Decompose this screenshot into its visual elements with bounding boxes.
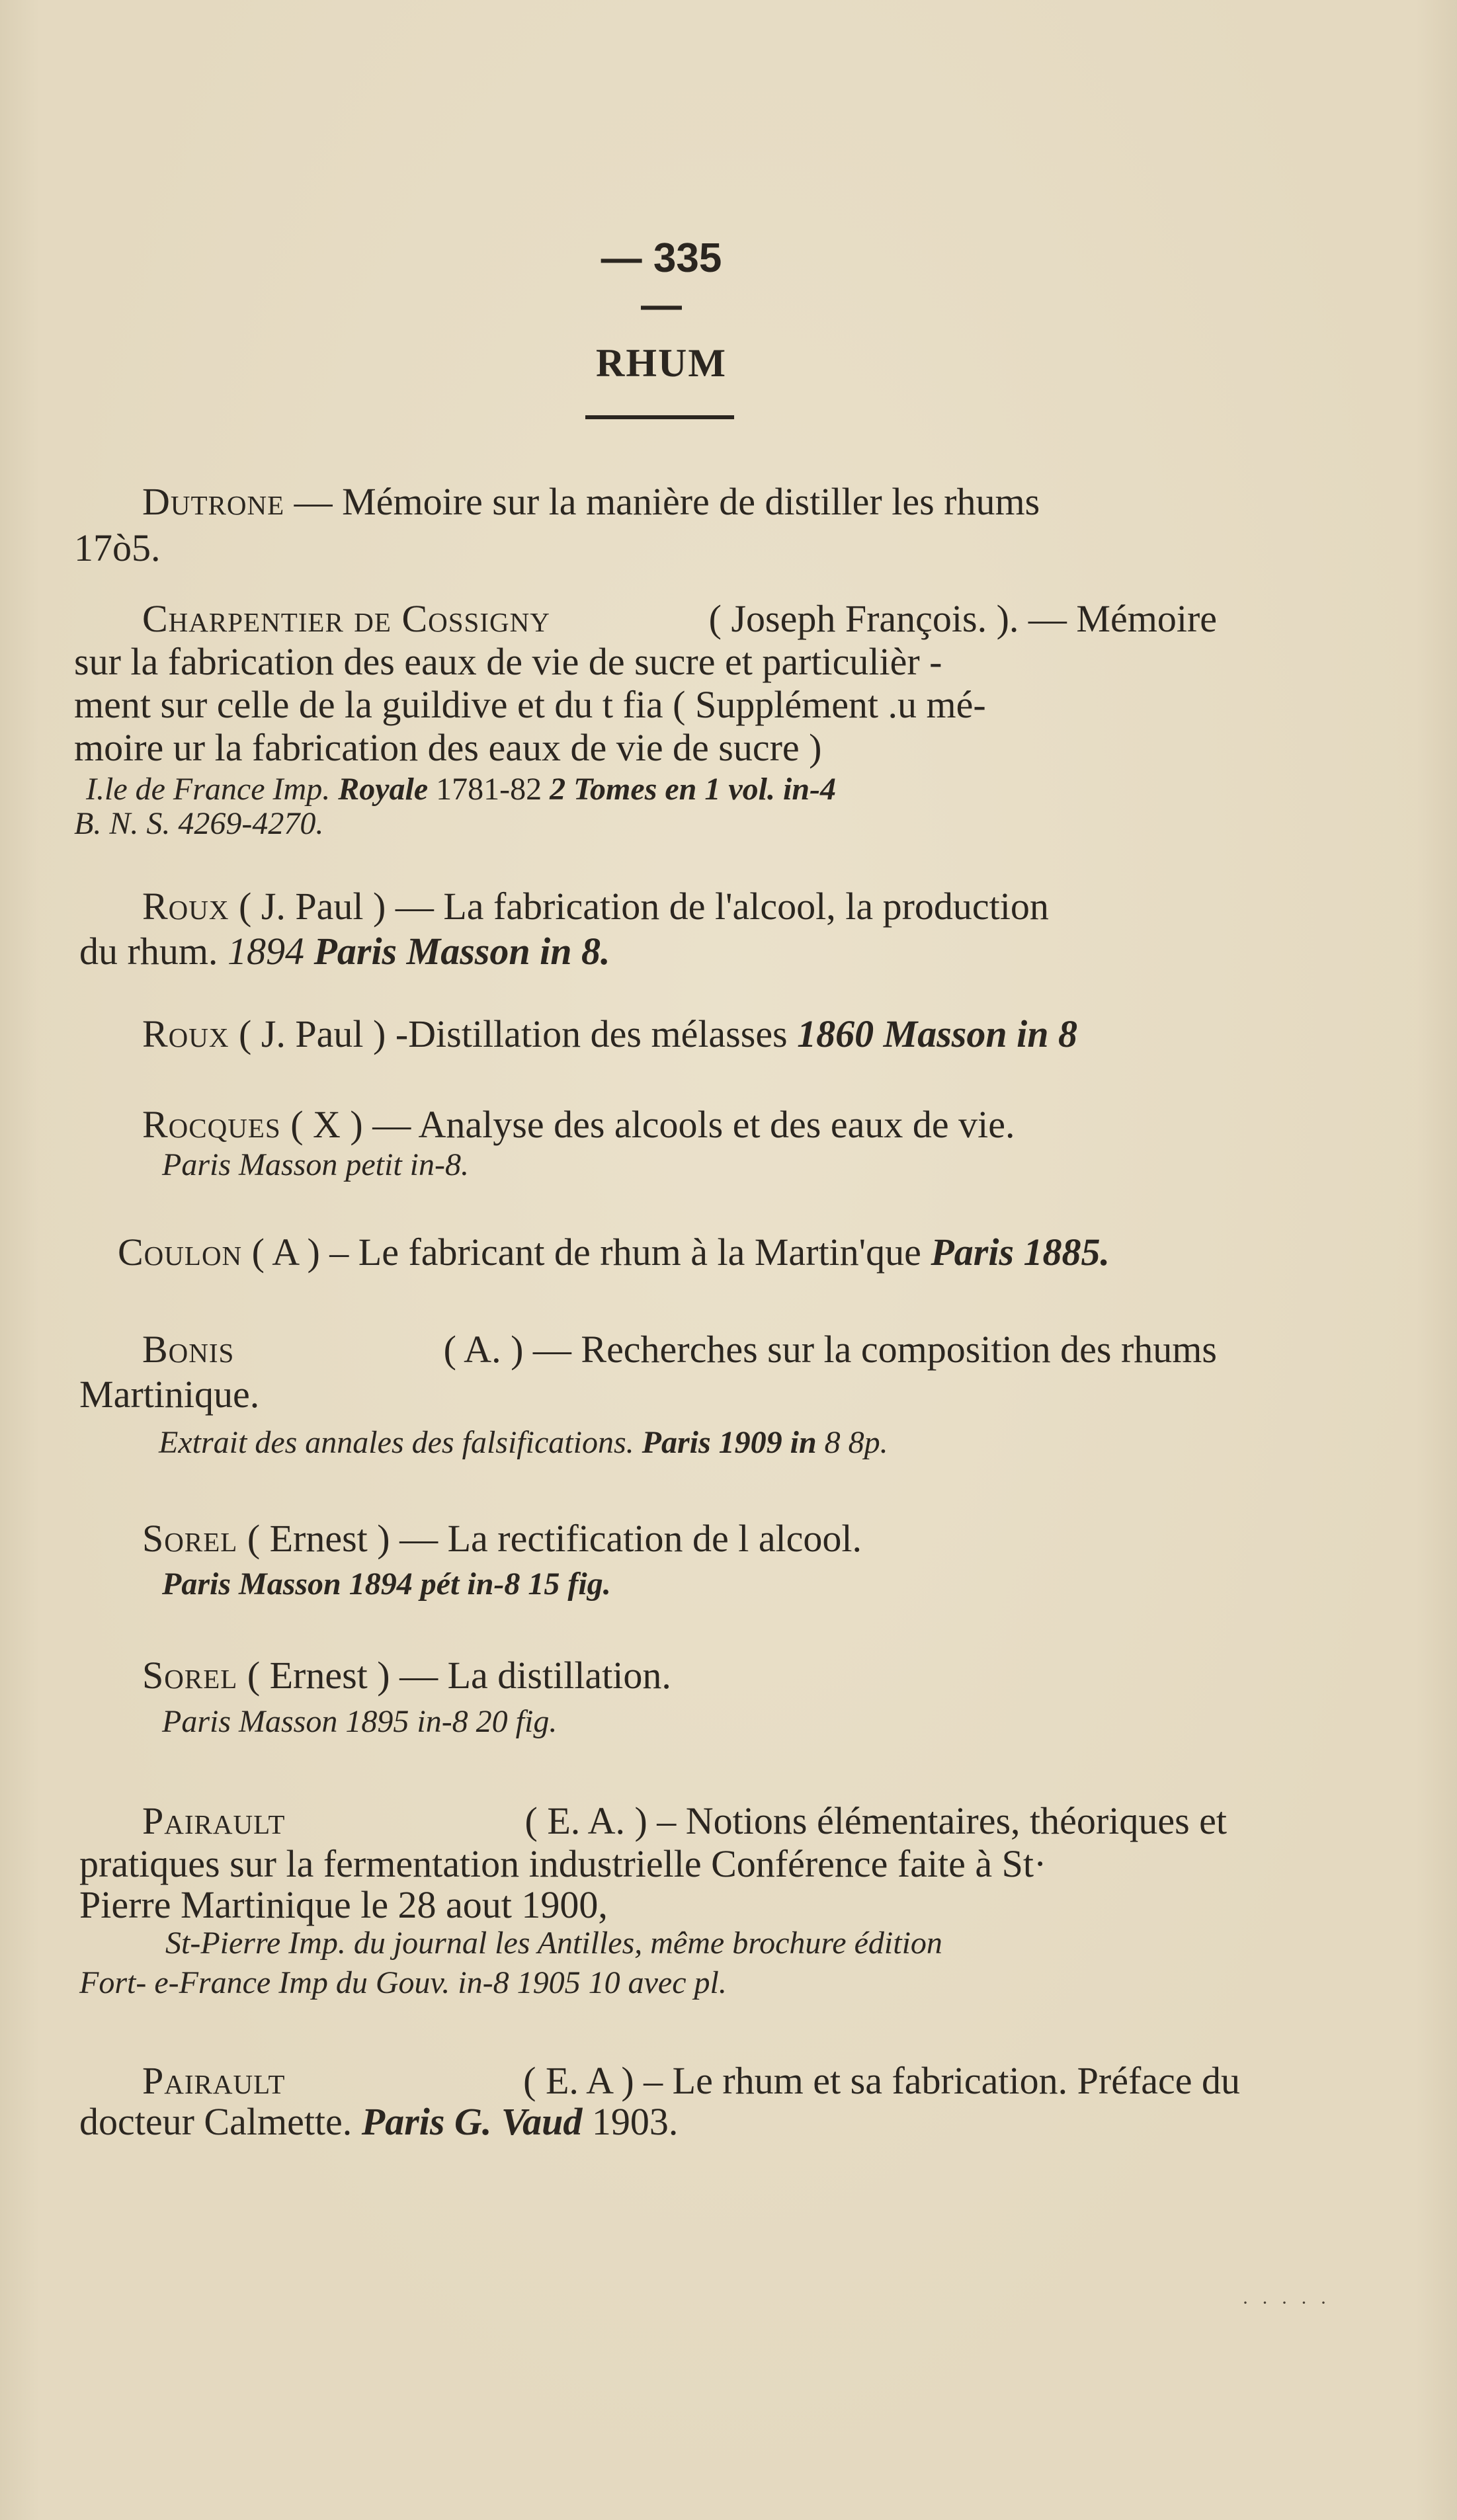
author-name: Roux bbox=[142, 1012, 229, 1055]
entry-text: ( Joseph François. ). — Mémoire bbox=[708, 597, 1217, 640]
entry-text: docteur Calmette. bbox=[79, 2100, 353, 2143]
entry-charpentier-pub1 bbox=[86, 774, 836, 805]
entry-text: — Mémoire sur la manière de distiller les rhums bbox=[294, 480, 1040, 523]
page-number: — 335 — bbox=[601, 235, 722, 328]
entry-pairault1-line1 bbox=[142, 1799, 1227, 1842]
entry-text: ( E. A. ) – Notions élémentaires, théoriques et bbox=[524, 1799, 1227, 1842]
pub-info: 1860 Masson in 8 bbox=[797, 1012, 1077, 1055]
entry-text: ( J. Paul ) — La fabrication de l'alcool, la production bbox=[239, 885, 1049, 928]
entry-text: ( J. Paul ) -Distillation des mélasses bbox=[239, 1012, 788, 1055]
author-name: Roux bbox=[142, 885, 229, 928]
entry-sorel2-line1 bbox=[142, 1656, 671, 1695]
entry-charpentier-line1 bbox=[142, 597, 1217, 640]
entry-sorel2-pub: Paris Masson 1895 in-8 20 fig. bbox=[162, 1704, 558, 1739]
author-name: Dutrone bbox=[142, 480, 285, 523]
pub-info: Paris 1909 in bbox=[642, 1425, 817, 1460]
entry-pairault1-pub1: St-Pierre Imp. du journal les Antilles, même brochure édition bbox=[165, 1926, 942, 1961]
author-name: Coulon bbox=[118, 1231, 243, 1274]
entry-text: du rhum. bbox=[79, 930, 218, 973]
entry-rocques-line1 bbox=[142, 1103, 1015, 1146]
entry-charpentier-line2: sur la fabrication des eaux de vie de sucre et particulièr - bbox=[74, 640, 942, 683]
entry-pairault1-pub2: Fort- e-France Imp du Gouv. in-8 1905 10 avec pl. bbox=[79, 1965, 727, 2000]
entry-pairault2-line1 bbox=[142, 2059, 1240, 2102]
pub-info: Paris 1885. bbox=[931, 1231, 1110, 1274]
author-name: Rocques bbox=[142, 1103, 281, 1146]
entry-roux1-line2 bbox=[79, 932, 610, 971]
entry-text: ( A ) – Le fabricant de rhum à la Martin'que bbox=[251, 1231, 921, 1274]
author-name: Pairault bbox=[142, 1799, 286, 1842]
entry-text: ( E. A ) – Le rhum et sa fabrication. Préface du bbox=[523, 2059, 1240, 2102]
entry-text: ( X ) — Analyse des alcools et des eaux de vie. bbox=[290, 1103, 1015, 1146]
title-underline bbox=[585, 415, 734, 419]
pub-years: 1781-82 bbox=[436, 772, 542, 807]
section-title: RHUM bbox=[596, 341, 727, 385]
entry-sorel1-pub: Paris Masson 1894 pét in-8 15 fig. bbox=[162, 1566, 611, 1602]
entry-pairault1-line2: pratiques sur la fermentation industrielle Conférence faite à St· bbox=[79, 1842, 1047, 1885]
pub-publisher: Royale bbox=[338, 772, 429, 807]
entry-pairault1-line3: Pierre Martinique le 28 aout 1900, bbox=[79, 1883, 608, 1926]
entry-text: ( Ernest ) — La distillation. bbox=[247, 1654, 671, 1697]
entry-bonis-pub bbox=[159, 1427, 888, 1459]
pub-info: Paris G. Vaud bbox=[361, 2100, 583, 2143]
entry-bonis-line1 bbox=[142, 1330, 1217, 1369]
entry-charpentier-line3: ment sur celle de la guildive et du t fia ( Supplément .u mé- bbox=[74, 683, 986, 726]
entry-charpentier-line4: moire ur la fabrication des eaux de vie de sucre ) bbox=[74, 726, 822, 769]
author-name: Bonis bbox=[142, 1328, 235, 1371]
pub-place: I.le de France Imp. bbox=[86, 772, 331, 807]
entry-dutrone-line2: 17ò5. bbox=[74, 526, 161, 569]
author-name: Sorel bbox=[142, 1517, 238, 1560]
pub-format: 2 Tomes en 1 vol. in-4 bbox=[550, 772, 837, 807]
entry-coulon-line1 bbox=[118, 1233, 1110, 1272]
pub-source: Extrait des annales des falsifications. bbox=[159, 1425, 634, 1460]
printer-marks: · · · · · bbox=[1242, 2292, 1331, 2314]
author-name: Pairault bbox=[142, 2059, 286, 2102]
pub-info: Paris Masson in 8. bbox=[313, 930, 610, 973]
entry-roux1-line1 bbox=[142, 887, 1049, 926]
entry-bonis-line2: Martinique. bbox=[79, 1373, 260, 1416]
pub-year: 1894 bbox=[227, 930, 304, 973]
entry-roux2-line1 bbox=[142, 1012, 1077, 1055]
entry-text: ( A. ) — Recherches sur la composition des rhums bbox=[443, 1328, 1217, 1371]
entry-charpentier-pub2: B. N. S. 4269-4270. bbox=[74, 806, 324, 841]
entry-sorel1-line1 bbox=[142, 1517, 862, 1560]
entry-pairault2-line2 bbox=[79, 2100, 679, 2143]
author-name: Sorel bbox=[142, 1654, 238, 1697]
author-name: Charpentier de Cossigny bbox=[142, 597, 550, 640]
pub-year: 1903. bbox=[591, 2100, 679, 2143]
pub-pages: 8 8p. bbox=[824, 1425, 888, 1460]
entry-rocques-pub: Paris Masson petit in-8. bbox=[162, 1147, 469, 1182]
entry-text: ( Ernest ) — La rectification de l alcool. bbox=[247, 1517, 862, 1560]
entry-dutrone-line1 bbox=[142, 480, 1210, 523]
